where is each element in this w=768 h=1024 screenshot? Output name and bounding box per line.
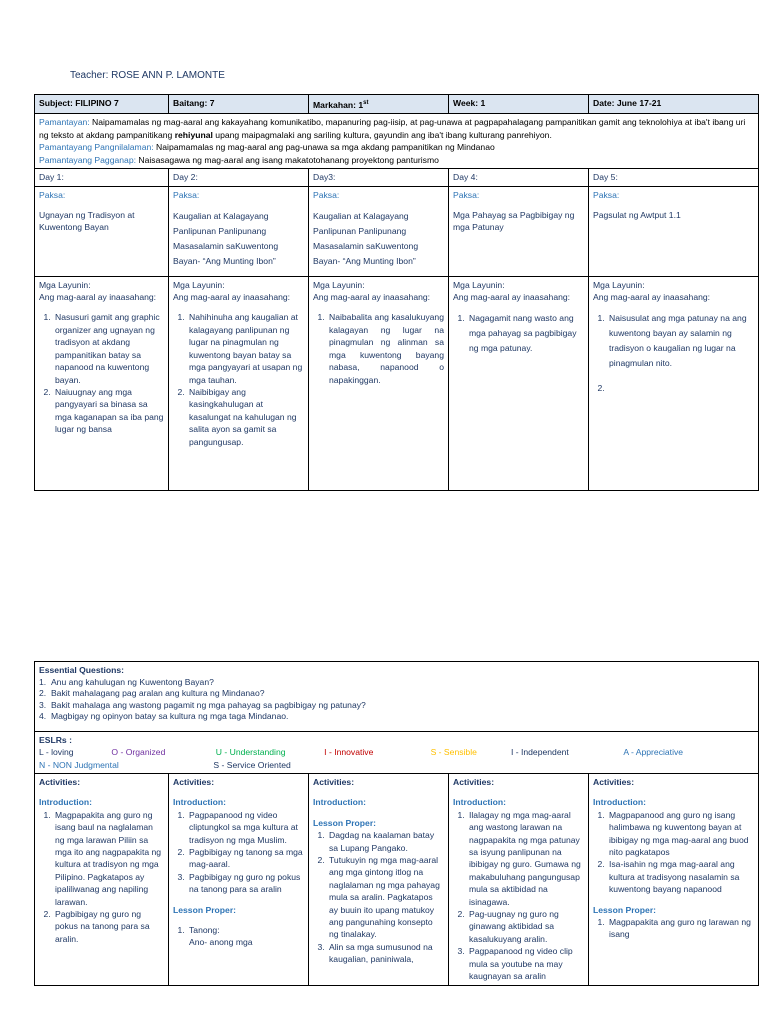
baitang-cell: Baitang: 7: [169, 95, 309, 114]
pamantayang-pagganap: Pamantayang Pagganap: Naisasagawa ng mag-aaral ang isang makatotohanang proyektong panturismo: [39, 154, 439, 165]
paksa-day-5: Paksa: Pagsulat ng Awtput 1.1: [589, 186, 759, 276]
paksa-row: [35, 186, 759, 276]
activities-table: [34, 661, 759, 986]
eq-1: 1. Anu ang kahulugan ng Kuwentong Bayan?: [39, 676, 214, 687]
paksa-day-2: Paksa: Kaugalian at Kalagayang Panlipunan Panlipunang Masasalamin saKuwentong Bayan- “Ang Munting Ibon”: [169, 186, 309, 276]
activities-day-3: Activities: Introduction: Lesson Proper: 1. Dagdag na kaalaman batay sa Lupang Pangako. 2. Tutukuyin ng mga mag-aaral ang mga gintong itlog na naglalaman ng mga pahayag mula sa aralin. Pagkatapos ay buuin ito upang matukoy ang pangunahing konsepto ng tinalakay. 3. Alin sa mga sumusunod na kaugalian, paniniwala,: [309, 774, 449, 986]
day-4-label: Day 4:: [449, 169, 589, 186]
day-3-label: Day3:: [309, 169, 449, 186]
eslrs-line-2: [39, 759, 754, 772]
week-cell: Week: 1: [449, 95, 589, 114]
markahan-cell: Markahan: 1st: [309, 95, 449, 114]
paksa-day-3: Paksa: Kaugalian at Kalagayang Panlipunan Panlipunang Masasalamin saKuwentong Bayan- “Ang Munting Ibon”: [309, 186, 449, 276]
standards-row: [35, 114, 759, 169]
paksa-day-4: Paksa: Mga Pahayag sa Pagbibigay ng mga Patunay: [449, 186, 589, 276]
paksa-day-1: Paksa: Ugnayan ng Tradisyon at Kuwentong Bayan: [35, 186, 169, 276]
eslrs-row: [35, 731, 759, 774]
eslr-service-oriented: S - Service Oriented: [213, 759, 291, 770]
eslr-innovative: I - Innovative: [324, 747, 374, 757]
eslrs-label: ESLRs :: [39, 734, 72, 745]
eslr-independent: I - Independent: [510, 747, 569, 757]
eslr-loving: L - loving: [39, 747, 74, 757]
header-row: [35, 95, 759, 114]
eslrs-line-1: [39, 746, 754, 759]
eslr-organized: O - Organized: [111, 747, 166, 757]
layunin-day-1: Mga Layunin: Ang mag-aaral ay inaasahang: 1. Nasusuri gamit ang graphic organizer ang ugnayan ng tradisyon at akdang pampanitikan batay sa napanood na kuwentong bayan. 2. Naiuugnay ang mga pangyayari sa binasa sa mga kaganapan sa iba pang lugar ng bansa: [35, 276, 169, 490]
day-5-label: Day 5:: [589, 169, 759, 186]
eslr-appreciative: A - Appreciative: [623, 747, 684, 757]
layunin-day-4: Mga Layunin: Ang mag-aaral ay inaasahang: 1. Nagagamit nang wasto ang mga pahayag sa pagbibigay ng mga patunay.: [449, 276, 589, 490]
activities-row: [35, 774, 759, 986]
pamantayan: Pamantayan: Naipamamalas ng mag-aaral ang kakayahang komunikatibo, mapanuring pag-iisip, at pag-unawa at pagpapahalagang pampanitikan gamit ang teknolohiya at iba't ibang uri ng teksto at akdang pampanitikang rehiyunal upang maipagmalaki ang sariling kultura, gayundin ang iba't ibang kulturang panrehiyon.: [39, 117, 746, 140]
day-row: [35, 169, 759, 186]
day-2-label: Day 2:: [169, 169, 309, 186]
eq-4: 4. Magbigay ng opinyon batay sa kultura ng mga taga Mindanao.: [39, 711, 289, 721]
layunin-day-3: Mga Layunin: Ang mag-aaral ay inaasahang: 1. Naibabalita ang kasalukuyang kalagayan ng lugar na pinagmulan ng alinman sa mga kuwentong bayang nabasa, napanood o napakinggan.: [309, 276, 449, 490]
date-cell: Date: June 17-21: [589, 95, 759, 114]
eq-2: 2. Bakit mahalagang pag aralan ang kultura ng Mindanao?: [39, 688, 265, 698]
subject-cell: Subject: FILIPINO 7: [35, 95, 169, 114]
teacher-name: Teacher: ROSE ANN P. LAMONTE: [70, 70, 225, 81]
activities-day-5: Activities: Introduction: 1. Magpapanood ang guro ng isang halimbawa ng kuwentong bayan at ibibigay ng mga mag-aaral ang buod nito pagkatapos 2. Isa-isahin ng mga mag-aaral ang kultura at tradisyong nasalamin sa kuwentong bayang napanood Lesson Proper: 1. Magpapakita ang guro ng larawan ng isang: [589, 774, 759, 986]
essential-questions-row: [35, 662, 759, 732]
lesson-plan-table: [34, 94, 759, 491]
activities-day-4: Activities: Introduction: 1. Ilalagay ng mga mag-aaral ang wastong larawan na nagpapakita ng mga patunay sa isyung panlipunan na ibibigay ng guro. Gumawa ng makabuluhang pangungusap mula sa aktibidad na isinagawa. 2. Pag-uugnay ng guro ng ginawang aktibidad sa kasalukuyang aralin. 3. Pagpapanood ng video clip mula sa youtube na may kaugnayan sa aralin: [449, 774, 589, 986]
essential-questions-label: Essential Questions:: [39, 665, 125, 675]
eslr-non-judgmental: N - NON Judgmental: [39, 759, 119, 770]
layunin-row: [35, 276, 759, 490]
layunin-day-5: Mga Layunin: Ang mag-aaral ay inaasahang: 1. Naisusulat ang mga patunay na ang kuwentong bayan ay salamin ng tradisyon o kaugalian ng lugar na pinagmulan nito. 2.: [589, 276, 759, 490]
activities-day-1: Activities: Introduction: 1. Magpapakita ang guro ng isang baul na naglalaman ng mga larawan Piliin sa mga ito ang nagpapakita ng kultura at tradisyon ng mga Pilipino. Pagkatapos ay ipaliliwanag ang napiling larawan. 2. Pagbibigay ng guro ng pokus na tanong para sa aralin.: [35, 774, 169, 986]
eq-3: 3. Bakit mahalaga ang wastong pagamit ng mga pahayag sa pagbibigay ng patunay?: [39, 699, 366, 710]
layunin-day-2: Mga Layunin: Ang mag-aaral ay inaasahang: 1. Nahihinuha ang kaugalian at kalagayang panlipunan ng lugar na pinagmulan ng kuwentong bayan batay sa mga pangyayari at usapan ng mga tauhan. 2. Naibibigay ang kasingkahulugan at kasalungat na kahulugan ng salita ayon sa gamit sa pangungusap.: [169, 276, 309, 490]
eslr-sensible: S - Sensible: [430, 747, 477, 757]
eslr-understanding: U - Understanding: [215, 747, 286, 757]
activities-day-2: Activities: Introduction: 1. Pagpapanood ng video cliptungkol sa mga kultura at tradisyon ng mga Muslim. 2. Pagbibigay ng tanong sa mga mag-aaral. 3. Pagbibigay ng guro ng pokus na tanong para sa aralin Lesson Proper: 1. Tanong: Ano- anong mga: [169, 774, 309, 986]
pamantayang-pangnilalaman: Pamantayang Pangnilalaman: Naipamamalas ng mag-aaral ang pag-unawa sa mga akdang pampanitikan ng Mindanao: [39, 142, 495, 153]
day-1-label: Day 1:: [35, 169, 169, 186]
